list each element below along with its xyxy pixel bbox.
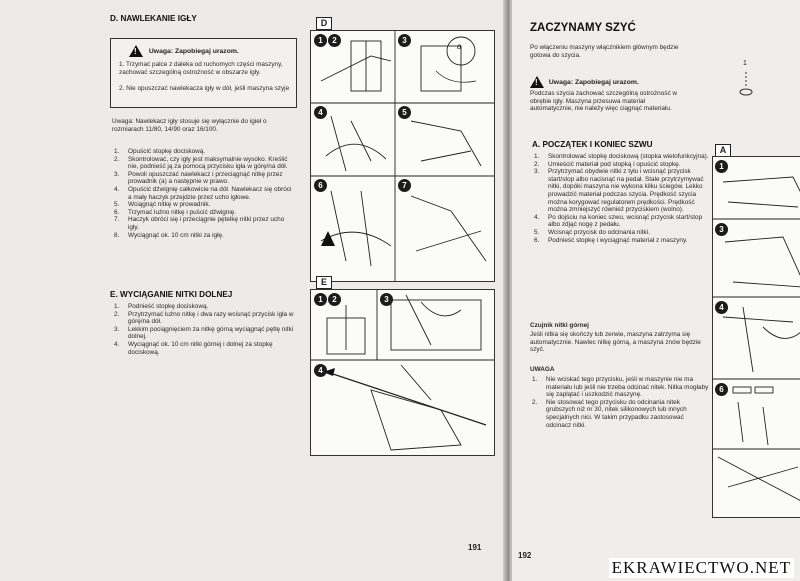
step-badge-d-7: 7 (398, 179, 411, 192)
mini-figure (732, 60, 762, 100)
steps-d-list (114, 148, 296, 239)
step-a-2: 2. Umieścić materiał pod stopką i opuścić stopkę. (534, 160, 681, 168)
step-badge-d-6: 6 (314, 179, 327, 192)
step-badge-d-3: 3 (398, 34, 411, 47)
left-warning-item-2: 2. Nie opuszczać nawlekacza igły w dół, jeśli maszyna szyje (119, 85, 290, 92)
watermark: EKRAWIECTWO.NET (609, 558, 794, 578)
mini-figure-label: 1 (743, 60, 747, 67)
side-badge-4: 4 (715, 301, 728, 314)
step-a-3: 3. Przytrzymać obydwie nitki z tyłu i wcisnąć przycisk start/stop albo nacisnąć na pedał. Stale przytrzymywać nitki, dopóki maszyna nie wykona kilku ściegów. Lekko prowadzić materiał podczas szycia. Prędkość szycia można korygować regulatorem prędkości. Prędkość można zmniejszyć również przyciskiem (wolno). (534, 168, 704, 214)
step-a-5: 5. Wcisnąć przycisk do odcinania nitki. (534, 228, 650, 236)
uwaga-item-2: 2. Nie stosować tego przycisku do odcinania nitek grubszych niż nr 30, nitek silikonowych lub innych specjalnych nici. W takim przypadku zastosować odcinacz nitki. (532, 398, 687, 429)
step-badge-d-2: 2 (328, 34, 341, 47)
sensor-title: Czujnik nitki górnej (530, 322, 589, 329)
detail-letter-a: a (457, 42, 462, 51)
right-page (512, 0, 800, 581)
step-d-5: 5. Wciągnąć nitkę w prowadnik. (114, 201, 211, 209)
panel-d-label: D (316, 17, 332, 30)
intro-text: Po włączeniu maszyny włącznikiem głównym będzie gotowa do szycia. (530, 44, 679, 59)
step-d-2: 2. Skontrolować, czy igły jest maksymalnie wysoko. Kreślić nie, podnieść ją za pomocą przycisku igła w górę/na dół. (114, 155, 288, 171)
step-d-8: 8. Wyciągnąć ok. 10 cm nitki za igłę. (114, 231, 224, 239)
right-warning-text: Podczas szycia zachować szczególną ostrożność w obrębie igły. Maszyna przesuwa materiał automatycznie, nie należy więc ciągnąć materiału. (530, 90, 678, 113)
side-badge-3: 3 (715, 223, 728, 236)
step-d-6: 6. Trzymać luźno nitkę i puścić dźwignię. (114, 208, 237, 216)
needle-size-note: Uwaga: Nawlekacz igły stosuje się wyłącznie do igieł o rozmiarach 11/80, 14/90 oraz 16/100. (112, 118, 267, 133)
step-badge-e-1: 1 (314, 293, 327, 306)
bobbin-drawing (311, 290, 494, 455)
step-e-2: 2. Przytrzymać luźno nitkę i dwa razy wcisnąć przycisk igła w górę/na dół. (114, 310, 294, 326)
panel-e-label: E (316, 276, 332, 289)
uwaga-title: UWAGA (530, 366, 555, 373)
sewing-illustration-panel (712, 156, 800, 518)
section-d-title: D. NAWLEKANIE IGŁY (110, 14, 197, 23)
step-a-1: 1. Skontrolować stopkę dociskową (stopka wielofunkcyjna). (534, 153, 709, 160)
step-badge-d-5: 5 (398, 106, 411, 119)
side-badge-1: 1 (715, 160, 728, 173)
step-d-4: 4. Opuścić dźwignię całkowicie na dół. Nawlekacz się obróci a mały haczyk przejdzie przez ucho igłowe. (114, 185, 292, 201)
panel-a-label: A (715, 144, 731, 157)
threading-illustration-panel (310, 30, 495, 282)
step-badge-d-1: 1 (314, 34, 327, 47)
warning-icon (530, 76, 544, 88)
left-warning-title: Uwaga: Zapobiegaj urazom. (148, 47, 239, 55)
right-page-title: ZACZYNAMY SZYĆ (530, 22, 636, 34)
left-warning-item-1: 1. Trzymać palce z daleka od ruchomych części maszyny, zachować szczególną ostrożność w obszarze igły. (119, 61, 283, 76)
left-warning-box (110, 38, 297, 108)
uwaga-list (532, 376, 710, 429)
step-badge-e-3: 3 (380, 293, 393, 306)
section-e-title: E. WYCIĄGANIE NITKI DOLNEJ (110, 290, 233, 299)
step-e-3: 3. Lekkim pociągnięciem za nitkę górną wyciągnąć pętlę nitki dolnej. (114, 325, 294, 341)
steps-e-list (114, 303, 296, 356)
step-d-7: 7. Haczyk obróci się i przeciągnie pętelkę nitki przez ucho igły. (114, 216, 285, 231)
threading-drawing (311, 31, 494, 281)
step-e-4: 4. Wyciągnąć ok. 10 cm nitki górnej i dolnej za stopkę dociskową. (114, 340, 273, 356)
step-badge-d-4: 4 (314, 106, 327, 119)
step-badge-e-2: 2 (328, 293, 341, 306)
right-warning-title: Uwaga: Zapobiegaj urazom. (548, 78, 639, 86)
steps-a-list (534, 153, 709, 244)
uwaga-item-1: 1. Nie wciskać tego przycisku, jeśli w maszynie nie ma materiału lub jeśli nie trzeba odcinać nitek. Nitka mogłaby się zaplątać i uszkodzić maszynę. (532, 376, 709, 399)
step-a-4: 4. Po dojściu na koniec szwu, wcisnąć przycisk start/stop albo zdjąć nogę z pedału. (534, 213, 703, 229)
step-d-1: 1. Opuścić stopkę dociskową. (114, 148, 206, 155)
warning-icon (129, 45, 143, 57)
sewing-drawing (713, 157, 800, 517)
section-a-title: A. POCZĄTEK I KONIEC SZWU (532, 140, 653, 149)
side-badge-6: 6 (715, 383, 728, 396)
right-page-number: 192 (518, 551, 532, 560)
step-e-1: 1. Podnieść stopkę dociskową. (114, 303, 209, 310)
step-d-3: 3. Powoli opuszczać nawlekacz i przeciągnąć nitkę przez prowadnik (a) a następnie w prawo. (114, 170, 283, 186)
step-a-6: 6. Podnieść stopkę i wyciągnąć materiał z maszyny. (534, 236, 688, 244)
sensor-text: Jeśli nitka się skończy lub zerwie, maszyna zatrzyma się automatycznie. Nawlec nitkę górną, a maszyna znów będzie szyć. (530, 331, 701, 354)
left-page-number: 191 (468, 543, 482, 552)
bobbin-illustration-panel (310, 289, 495, 456)
step-badge-e-4: 4 (314, 364, 327, 377)
